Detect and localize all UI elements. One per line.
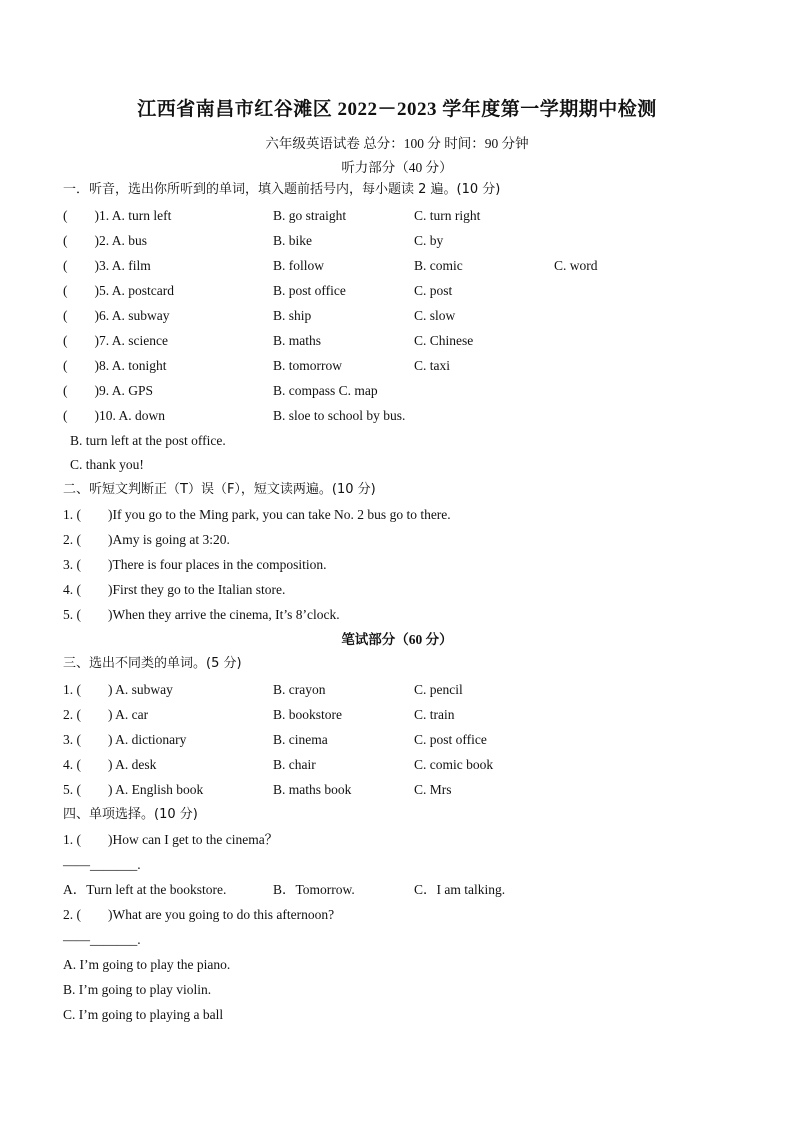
- option-b: B. tomorrow: [273, 358, 342, 373]
- section1-row: [63, 305, 763, 327]
- option-extra: C. word: [554, 258, 598, 273]
- listening-part-heading: 听力部分（40 分）: [341, 160, 453, 175]
- section3-heading: 三、选出不同类的单词。(5 分): [63, 656, 242, 671]
- section2-item: 4. ( )First they go to the Italian store.: [63, 582, 286, 597]
- question-stem: ( )2. A. bus: [63, 233, 147, 248]
- option-c: C. Chinese: [414, 333, 474, 348]
- section1-row: [63, 205, 763, 227]
- section1-row: [63, 405, 763, 427]
- question-stem: 2. ( ) A. car: [63, 707, 149, 722]
- option-b: B. cinema: [273, 732, 328, 747]
- option-b: B. compass C. map: [273, 383, 378, 398]
- section2-item: 5. ( )When they arrive the cinema, It’s 8’clock.: [63, 607, 340, 622]
- section1-extra-option-b: B. turn left at the post office.: [70, 433, 226, 448]
- question-stem: ( )6. A. subway: [63, 308, 170, 323]
- option-c: C. by: [414, 233, 444, 248]
- option-c: C. comic book: [414, 757, 494, 772]
- question-stem: ( )8. A. tonight: [63, 358, 167, 373]
- option-b: B. I’m going to play violin.: [63, 982, 212, 997]
- exam-title: 江西省南昌市红谷滩区 2022－2023 学年度第一学期期中检测: [137, 99, 657, 120]
- question-stem: ( )10. A. down: [63, 408, 165, 423]
- section1-row: [63, 255, 763, 277]
- question-stem: ( )5. A. postcard: [63, 283, 174, 298]
- option-b: B. follow: [273, 258, 325, 273]
- question-stem: ( )9. A. GPS: [63, 383, 154, 398]
- question-stem: 3. ( ) A. dictionary: [63, 732, 187, 747]
- option-b: B. sloe to school by bus.: [273, 408, 406, 423]
- section1-row: [63, 380, 763, 402]
- option-b: B. post office: [273, 283, 346, 298]
- section1-row: [63, 355, 763, 377]
- question-text: 1. ( )How can I get to the cinema？: [63, 832, 279, 847]
- exam-info: 六年级英语试卷 总分：100 分 时间：90 分钟: [265, 136, 529, 151]
- section2-heading: 二、听短文判断正（T）误（F），短文读两遍。(10 分): [63, 482, 376, 497]
- question-stem: ( )7. A. science: [63, 333, 168, 348]
- section1-heading: 一．听音，选出你所听到的单词，填入题前括号内，每小题读 2 遍。(10 分): [63, 182, 501, 197]
- section2-item: 3. ( )There is four places in the composition.: [63, 557, 327, 572]
- section4-heading: 四、单项选择。(10 分): [63, 807, 198, 822]
- option-c: C. turn right: [414, 208, 481, 223]
- option-b: B. bookstore: [273, 707, 342, 722]
- option-a: A．Turn left at the bookstore.: [63, 882, 227, 897]
- question-stem: 1. ( ) A. subway: [63, 682, 173, 697]
- question-stem: 5. ( ) A. English book: [63, 782, 204, 797]
- section1-row: [63, 330, 763, 352]
- section1-extra-option-c: C. thank you!: [70, 457, 144, 472]
- options-row: [63, 879, 763, 901]
- option-c: C. slow: [414, 308, 456, 323]
- question-stem: ( )3. A. film: [63, 258, 151, 273]
- answer-blank: ——_______.: [63, 857, 141, 872]
- option-b: B. bike: [273, 233, 312, 248]
- section3-row: [63, 779, 763, 801]
- option-b: B. chair: [273, 757, 316, 772]
- option-b: B．Tomorrow.: [273, 882, 355, 897]
- section3-row: [63, 754, 763, 776]
- option-b: B. maths book: [273, 782, 352, 797]
- answer-blank: ——_______.: [63, 932, 141, 947]
- question-stem: 4. ( ) A. desk: [63, 757, 157, 772]
- option-c: C. Mrs: [414, 782, 452, 797]
- question-stem: ( )1. A. turn left: [63, 208, 172, 223]
- option-b: B. go straight: [273, 208, 347, 223]
- section3-row: [63, 704, 763, 726]
- option-b: B. ship: [273, 308, 312, 323]
- section1-row: [63, 280, 763, 302]
- option-c: C. taxi: [414, 358, 450, 373]
- written-part-heading: 笔试部分（60 分）: [341, 632, 453, 647]
- option-c: C．I am talking.: [414, 882, 506, 897]
- option-c: C. I’m going to playing a ball: [63, 1007, 224, 1022]
- option-c: C. pencil: [414, 682, 463, 697]
- option-c: C. train: [414, 707, 455, 722]
- option-c: C. post: [414, 283, 453, 298]
- section1-row: [63, 230, 763, 252]
- option-a: A. I’m going to play the piano.: [63, 957, 231, 972]
- question-text: 2. ( )What are you going to do this afternoon?: [63, 907, 335, 922]
- section3-row: [63, 679, 763, 701]
- option-c: B. comic: [414, 258, 463, 273]
- section2-item: 2. ( )Amy is going at 3:20.: [63, 532, 230, 547]
- option-c: C. post office: [414, 732, 487, 747]
- section2-item: 1. ( )If you go to the Ming park, you can take No. 2 bus go to there.: [63, 507, 451, 522]
- option-b: B. crayon: [273, 682, 326, 697]
- section3-row: [63, 729, 763, 751]
- option-b: B. maths: [273, 333, 322, 348]
